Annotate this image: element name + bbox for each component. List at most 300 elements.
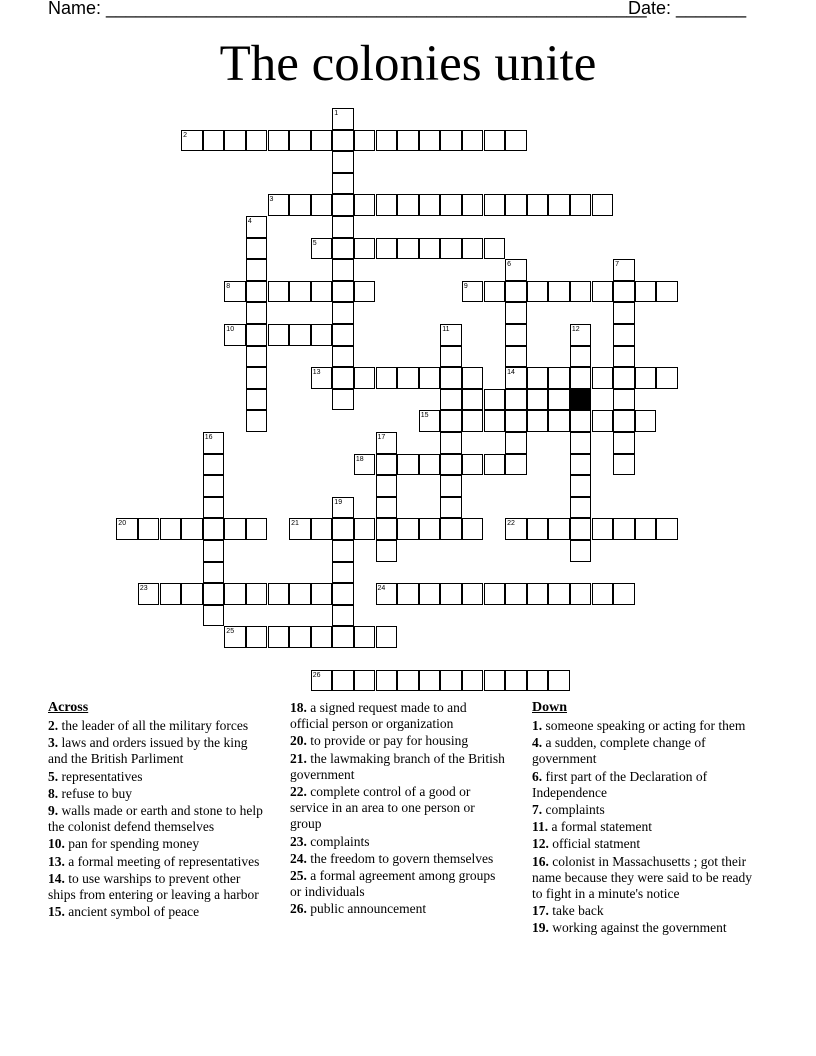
grid-cell[interactable]: [462, 410, 484, 432]
grid-cell[interactable]: [592, 583, 614, 605]
grid-cell[interactable]: [397, 518, 419, 540]
grid-cell[interactable]: [570, 281, 592, 303]
grid-cell[interactable]: [462, 367, 484, 389]
grid-cell[interactable]: [268, 583, 290, 605]
grid-cell[interactable]: [376, 518, 398, 540]
grid-cell[interactable]: [505, 346, 527, 368]
grid-cell[interactable]: [289, 626, 311, 648]
grid-cell[interactable]: [548, 281, 570, 303]
grid-cell[interactable]: [613, 389, 635, 411]
grid-cell[interactable]: [505, 410, 527, 432]
grid-cell[interactable]: [635, 518, 657, 540]
grid-cell[interactable]: [246, 346, 268, 368]
clue-item-number: 2.: [48, 718, 59, 733]
date-field[interactable]: Date: _______: [628, 0, 747, 18]
grid-cell[interactable]: [613, 346, 635, 368]
grid-cell[interactable]: [332, 151, 354, 173]
grid-cell[interactable]: [203, 454, 225, 476]
grid-cell[interactable]: [527, 410, 549, 432]
clue-number: 3: [269, 196, 274, 204]
grid-cell[interactable]: [484, 670, 506, 692]
clue-item-text: to use warships to prevent other ships from entering or leaving a harbor: [48, 870, 259, 903]
clue-item: [48, 786, 270, 802]
grid-cell[interactable]: [505, 194, 527, 216]
grid-cell[interactable]: [484, 130, 506, 152]
grid-cell[interactable]: [311, 626, 333, 648]
grid-cell[interactable]: [376, 670, 398, 692]
grid-cell[interactable]: [397, 238, 419, 260]
clue-item-text: complaints: [542, 802, 605, 818]
grid-cell[interactable]: [484, 454, 506, 476]
grid-cell[interactable]: [289, 194, 311, 216]
grid-cell[interactable]: [505, 324, 527, 346]
grid-cell[interactable]: [311, 518, 333, 540]
clue-number: 16: [204, 434, 213, 441]
clue-item-text: working against the government: [548, 920, 727, 936]
grid-cell[interactable]: [354, 130, 376, 152]
grid-cell[interactable]: [332, 670, 354, 692]
grid-cell[interactable]: [332, 605, 354, 627]
grid-cell[interactable]: [570, 346, 592, 368]
grid-cell[interactable]: [548, 670, 570, 692]
grid-cell[interactable]: [397, 194, 419, 216]
clue-item-text: the lawmaking branch of the British government: [290, 750, 505, 782]
grid-cell[interactable]: [462, 389, 484, 411]
grid-cell[interactable]: [332, 324, 354, 346]
grid-cell[interactable]: [332, 626, 354, 648]
grid-cell[interactable]: [268, 324, 290, 346]
grid-cell[interactable]: [462, 238, 484, 260]
grid-cell[interactable]: [332, 173, 354, 195]
grid-cell[interactable]: [505, 670, 527, 692]
grid-cell[interactable]: [440, 518, 462, 540]
grid-cell[interactable]: [376, 194, 398, 216]
grid-cell[interactable]: [419, 238, 441, 260]
grid-cell[interactable]: [224, 518, 246, 540]
grid-cell[interactable]: [419, 518, 441, 540]
down-clues-column: [532, 700, 762, 938]
grid-cell[interactable]: [419, 583, 441, 605]
clue-item: [290, 733, 508, 749]
grid-cell[interactable]: [268, 281, 290, 303]
grid-cell[interactable]: [484, 583, 506, 605]
clue-item-text: a formal statement: [548, 819, 652, 835]
grid-cell[interactable]: [592, 410, 614, 432]
clue-item: [290, 784, 508, 833]
grid-cell[interactable]: [548, 367, 570, 389]
clue-number: 26: [312, 671, 321, 679]
grid-cell[interactable]: [505, 281, 527, 303]
grid-cell[interactable]: [548, 583, 570, 605]
grid-cell[interactable]: [203, 562, 225, 584]
clue-item: [48, 735, 270, 767]
grid-cell[interactable]: [311, 194, 333, 216]
clue-item-number: 13.: [48, 853, 65, 869]
grid-cell[interactable]: [332, 130, 354, 152]
clue-item-text: official statment: [548, 836, 641, 852]
grid-cell[interactable]: [224, 130, 246, 152]
grid-cell[interactable]: [419, 670, 441, 692]
clue-number: 2: [183, 131, 187, 139]
clue-item-number: 9.: [48, 803, 59, 819]
grid-cell[interactable]: [613, 454, 635, 476]
grid-cell[interactable]: [246, 238, 268, 260]
grid-cell[interactable]: [484, 238, 506, 260]
down-clue-list: [532, 718, 762, 937]
clue-number: 21: [291, 520, 299, 528]
grid-cell[interactable]: [376, 475, 398, 497]
grid-cell[interactable]: [592, 281, 614, 303]
grid-cell[interactable]: [160, 583, 182, 605]
grid-cell[interactable]: [440, 670, 462, 692]
grid-cell[interactable]: [332, 346, 354, 368]
grid-cell[interactable]: [332, 238, 354, 260]
grid-cell[interactable]: [570, 367, 592, 389]
grid-cell[interactable]: [376, 497, 398, 519]
grid-cell[interactable]: [354, 238, 376, 260]
grid-cell[interactable]: [440, 367, 462, 389]
grid-cell[interactable]: [635, 410, 657, 432]
grid-cell[interactable]: [246, 389, 268, 411]
grid-cell[interactable]: [505, 302, 527, 324]
grid-cell[interactable]: [505, 432, 527, 454]
clue-item-number: 25.: [290, 868, 307, 884]
grid-cell[interactable]: [332, 216, 354, 238]
clue-item-number: 7.: [532, 802, 543, 818]
grid-cell[interactable]: [462, 130, 484, 152]
clue-item-text: colonist in Massachusetts ; got their name because they were said to be ready to fight in a minute's notice: [532, 853, 753, 902]
grid-cell[interactable]: [462, 518, 484, 540]
grid-cell[interactable]: [203, 540, 225, 562]
across-clue-list: [48, 718, 270, 920]
grid-cell[interactable]: [527, 518, 549, 540]
grid-cell[interactable]: [311, 583, 333, 605]
grid-cell[interactable]: [160, 518, 182, 540]
grid-cell[interactable]: [613, 302, 635, 324]
grid-cell[interactable]: [203, 518, 225, 540]
grid-cell[interactable]: [246, 259, 268, 281]
grid-cell[interactable]: [592, 367, 614, 389]
grid-cell[interactable]: [246, 626, 268, 648]
grid-cell[interactable]: [203, 130, 225, 152]
clue-item: [532, 769, 762, 801]
clue-item: [532, 718, 762, 734]
clue-item-number: 16.: [532, 853, 549, 869]
clue-item-number: 20.: [290, 733, 307, 749]
grid-cell[interactable]: [527, 367, 549, 389]
grid-cell[interactable]: [419, 194, 441, 216]
grid-cell[interactable]: [570, 540, 592, 562]
grid-cell[interactable]: [592, 194, 614, 216]
grid-cell[interactable]: [289, 281, 311, 303]
grid-cell[interactable]: [376, 238, 398, 260]
grid-cell[interactable]: [527, 194, 549, 216]
across-clues-continued-column: [290, 700, 508, 919]
down-heading: Down: [532, 700, 568, 715]
clue-item-text: representatives: [58, 768, 143, 784]
grid-cell[interactable]: [570, 194, 592, 216]
grid-cell[interactable]: [570, 432, 592, 454]
clue-item-number: 10.: [48, 836, 65, 852]
clue-item-text: pan for spending money: [64, 836, 200, 852]
clue-number: 1: [334, 110, 339, 117]
grid-cell[interactable]: [440, 194, 462, 216]
grid-cell[interactable]: [527, 670, 549, 692]
grid-cell[interactable]: [613, 518, 635, 540]
grid-cell[interactable]: [656, 281, 678, 303]
grid-cell[interactable]: [376, 130, 398, 152]
clue-item-number: 17.: [532, 903, 549, 919]
clue-item-text: first part of the Declaration of Independence: [532, 768, 708, 800]
grid-cell[interactable]: [440, 432, 462, 454]
clue-item-number: 22.: [290, 784, 307, 800]
clue-number: 17: [377, 434, 386, 441]
grid-cell[interactable]: [354, 518, 376, 540]
grid-cell[interactable]: [203, 475, 225, 497]
grid-cell[interactable]: [440, 583, 462, 605]
black-cell: [570, 389, 592, 411]
grid-cell[interactable]: [246, 518, 268, 540]
clue-item-text: take back: [548, 903, 604, 919]
grid-cell[interactable]: [354, 367, 376, 389]
clue-number: 12: [571, 326, 580, 333]
grid-cell[interactable]: [462, 194, 484, 216]
grid-cell[interactable]: [397, 130, 419, 152]
clue-number: 5: [312, 239, 317, 247]
grid-cell[interactable]: [484, 389, 506, 411]
grid-cell[interactable]: [246, 410, 268, 432]
grid-cell[interactable]: [419, 454, 441, 476]
grid-cell[interactable]: [613, 432, 635, 454]
clue-number: 25: [226, 628, 235, 636]
grid-cell[interactable]: [332, 540, 354, 562]
grid-cell[interactable]: [440, 130, 462, 152]
grid-cell[interactable]: [354, 194, 376, 216]
grid-cell[interactable]: [311, 130, 333, 152]
clue-item: [532, 920, 762, 936]
grid-cell[interactable]: [203, 605, 225, 627]
grid-cell[interactable]: [419, 367, 441, 389]
grid-cell[interactable]: [462, 583, 484, 605]
clue-item-number: 23.: [290, 833, 307, 849]
grid-cell[interactable]: [527, 389, 549, 411]
grid-cell[interactable]: [246, 324, 268, 346]
grid-cell[interactable]: [440, 497, 462, 519]
grid-cell[interactable]: [354, 626, 376, 648]
grid-cell[interactable]: [289, 130, 311, 152]
clue-item: [48, 836, 270, 852]
grid-cell[interactable]: [332, 194, 354, 216]
grid-cell[interactable]: [613, 367, 635, 389]
grid-cell[interactable]: [332, 583, 354, 605]
clue-number: 7: [615, 261, 619, 269]
clue-item-text: a signed request made to and official person or organization: [290, 700, 467, 732]
clue-number: 10: [226, 326, 235, 333]
clue-item: [290, 834, 508, 850]
clue-item: [532, 802, 762, 818]
grid-cell[interactable]: [570, 410, 592, 432]
grid-cell[interactable]: [376, 454, 398, 476]
grid-cell[interactable]: [268, 130, 290, 152]
grid-cell[interactable]: [289, 583, 311, 605]
grid-cell[interactable]: [440, 410, 462, 432]
clue-item-number: 24.: [290, 850, 307, 866]
clue-number: 11: [442, 326, 450, 333]
clue-item-text: a formal agreement among groups or individuals: [290, 868, 496, 900]
grid-cell[interactable]: [246, 302, 268, 324]
clue-item-number: 26.: [290, 901, 307, 917]
grid-cell[interactable]: [635, 367, 657, 389]
clue-item: [290, 868, 508, 900]
grid-cell[interactable]: [527, 583, 549, 605]
grid-cell[interactable]: [332, 518, 354, 540]
clue-item: [532, 836, 762, 852]
grid-cell[interactable]: [376, 367, 398, 389]
clue-item-text: someone speaking or acting for them: [542, 718, 746, 733]
clue-item: [48, 769, 270, 785]
grid-cell[interactable]: [656, 518, 678, 540]
grid-cell[interactable]: [440, 475, 462, 497]
clue-number: 19: [334, 498, 343, 506]
grid-cell[interactable]: [462, 670, 484, 692]
grid-cell[interactable]: [570, 497, 592, 519]
clue-item-text: public announcement: [306, 901, 427, 917]
grid-cell[interactable]: [203, 497, 225, 519]
clue-number: 23: [139, 585, 148, 593]
grid-cell[interactable]: [656, 367, 678, 389]
grid-cell[interactable]: [332, 259, 354, 281]
clue-item-text: walls made or earth and stone to help the colonist defend themselves: [48, 803, 263, 835]
grid-cell[interactable]: [311, 324, 333, 346]
grid-cell[interactable]: [440, 238, 462, 260]
clue-item-text: a formal meeting of representatives: [64, 853, 260, 869]
clue-item-text: the freedom to govern themselves: [306, 850, 494, 866]
grid-cell[interactable]: [332, 389, 354, 411]
grid-cell[interactable]: [268, 626, 290, 648]
clue-item-number: 15.: [48, 904, 65, 920]
clue-item: [290, 700, 508, 732]
clue-item-text: complaints: [306, 833, 370, 849]
grid-cell[interactable]: [224, 583, 246, 605]
grid-cell[interactable]: [548, 194, 570, 216]
clue-item: [290, 751, 508, 783]
grid-cell[interactable]: [613, 583, 635, 605]
grid-cell[interactable]: [332, 562, 354, 584]
grid-cell[interactable]: [570, 583, 592, 605]
grid-cell[interactable]: [527, 281, 549, 303]
clue-item: [532, 903, 762, 919]
grid-cell[interactable]: [505, 130, 527, 152]
grid-cell[interactable]: [462, 454, 484, 476]
clue-item: [532, 819, 762, 835]
grid-cell[interactable]: [332, 302, 354, 324]
grid-cell[interactable]: [419, 130, 441, 152]
grid-cell[interactable]: [484, 410, 506, 432]
clue-item-number: 3.: [48, 735, 59, 751]
grid-cell[interactable]: [332, 367, 354, 389]
clue-item-text: ancient symbol of peace: [64, 904, 200, 920]
clue-number: 18: [355, 455, 364, 463]
grid-cell[interactable]: [246, 281, 268, 303]
clue-item-number: 21.: [290, 750, 307, 766]
across-clues-column: [48, 700, 270, 921]
clue-item-number: 12.: [532, 836, 549, 852]
grid-cell[interactable]: [397, 670, 419, 692]
grid-cell[interactable]: [613, 324, 635, 346]
grid-cell[interactable]: [505, 389, 527, 411]
clue-item-number: 8.: [48, 785, 59, 801]
clue-item-number: 4.: [532, 735, 543, 751]
grid-cell[interactable]: [440, 454, 462, 476]
grid-cell[interactable]: [548, 389, 570, 411]
grid-cell[interactable]: [548, 410, 570, 432]
name-field[interactable]: Name: ______________________________________________________: [48, 0, 647, 18]
grid-cell[interactable]: [181, 518, 203, 540]
grid-cell[interactable]: [354, 670, 376, 692]
grid-cell[interactable]: [246, 130, 268, 152]
clue-number: 4: [247, 218, 252, 225]
clue-number: 15: [420, 412, 429, 420]
clue-item-text: a sudden, complete change of government: [532, 735, 706, 767]
grid-cell[interactable]: [203, 583, 225, 605]
clue-item: [48, 718, 270, 734]
clue-item-text: refuse to buy: [58, 785, 132, 801]
clue-item: [48, 871, 270, 903]
grid-cell[interactable]: [505, 583, 527, 605]
clue-item: [290, 901, 508, 917]
grid-cell[interactable]: [246, 367, 268, 389]
grid-cell[interactable]: [376, 540, 398, 562]
clue-item-number: 18.: [290, 700, 307, 715]
grid-cell[interactable]: [397, 454, 419, 476]
clue-item-number: 1.: [532, 718, 543, 733]
grid-cell[interactable]: [505, 454, 527, 476]
grid-cell[interactable]: [354, 281, 376, 303]
grid-cell[interactable]: [440, 389, 462, 411]
clue-number: 13: [312, 369, 321, 377]
grid-cell[interactable]: [484, 281, 506, 303]
grid-cell[interactable]: [592, 518, 614, 540]
grid-cell[interactable]: [397, 583, 419, 605]
grid-cell[interactable]: [635, 281, 657, 303]
grid-cell[interactable]: [311, 281, 333, 303]
grid-cell[interactable]: [484, 194, 506, 216]
grid-cell[interactable]: [570, 475, 592, 497]
grid-cell[interactable]: [570, 454, 592, 476]
grid-cell[interactable]: [397, 367, 419, 389]
clue-number: 8: [226, 282, 231, 290]
clue-item-number: 6.: [532, 768, 543, 784]
grid-cell[interactable]: [613, 281, 635, 303]
grid-cell[interactable]: [138, 518, 160, 540]
grid-cell[interactable]: [570, 518, 592, 540]
grid-cell[interactable]: [548, 518, 570, 540]
clue-item-number: 19.: [532, 920, 549, 936]
grid-cell[interactable]: [246, 583, 268, 605]
grid-cell[interactable]: [181, 583, 203, 605]
grid-cell[interactable]: [613, 410, 635, 432]
grid-cell[interactable]: [376, 626, 398, 648]
grid-cell[interactable]: [332, 281, 354, 303]
clue-item-number: 14.: [48, 870, 65, 886]
grid-cell[interactable]: [440, 346, 462, 368]
clue-number: 22: [507, 520, 515, 528]
across-clue-list-continued: [290, 700, 508, 918]
grid-cell[interactable]: [289, 324, 311, 346]
page-title: The colonies unite: [219, 36, 597, 92]
clue-item-text: the leader of all the military forces: [58, 718, 249, 733]
clue-item: [532, 735, 762, 767]
